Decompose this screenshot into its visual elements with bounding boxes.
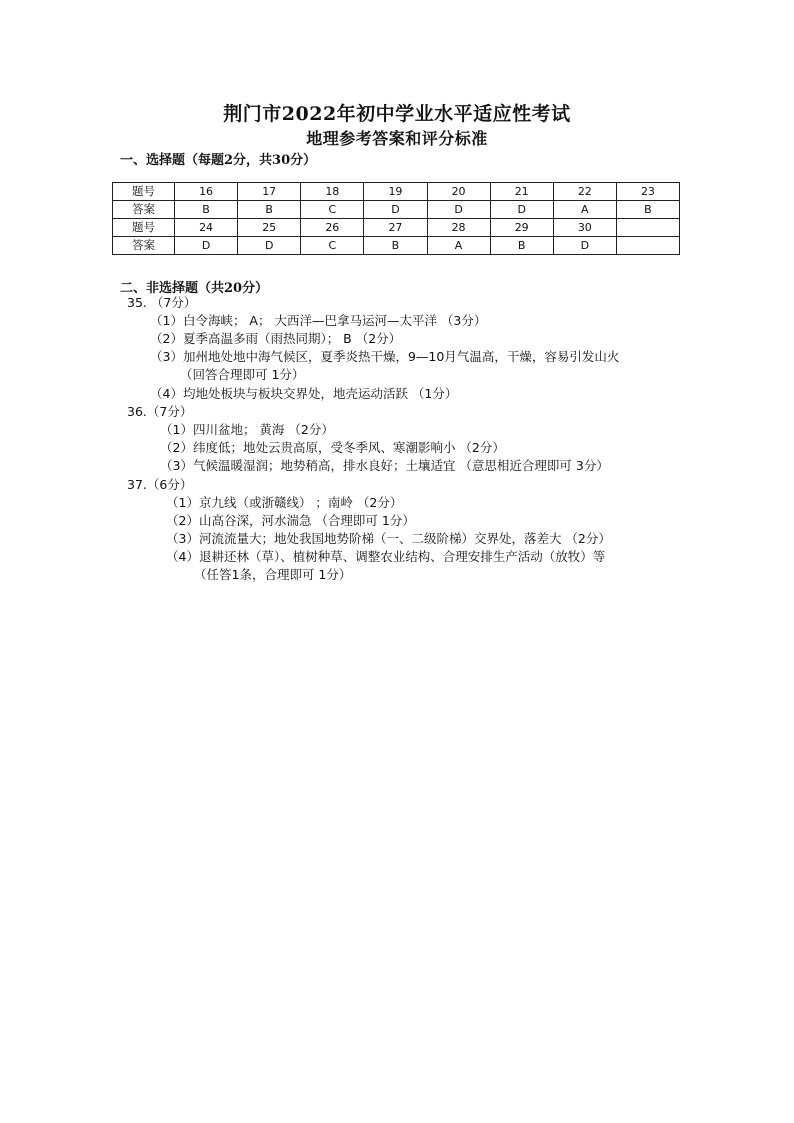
answer-cell: B: [616, 201, 679, 219]
table-row: [113, 201, 680, 219]
answer-cell: D: [238, 237, 301, 255]
answer-cell: C: [301, 237, 364, 255]
row-label: 答案: [113, 237, 175, 255]
answer-cell: [616, 237, 679, 255]
row-label: 题号: [113, 183, 175, 201]
q37-answer-4: （4）退耕还林（草）、植树种草、调整农业结构、合理安排生产活动（放牧）等: [166, 549, 606, 564]
answer-cell: D: [175, 237, 238, 255]
answer-cell: A: [553, 201, 616, 219]
q35-answer-3: （3）加州地处地中海气候区，夏季炎热干燥，9—10月气温高，干燥，容易引发山火: [150, 349, 620, 364]
question-number: 26: [301, 219, 364, 237]
q36-answer-3: （3）气候温暖湿润；地势稍高，排水良好；土壤适宜 （意思相近合理即可 3分）: [160, 458, 609, 473]
row-label: 答案: [113, 201, 175, 219]
q37-answer-4-note: （任答1条，合理即可 1分）: [194, 567, 352, 582]
answer-cell: B: [175, 201, 238, 219]
question-number: [616, 219, 679, 237]
q36-heading: 36.（7分）: [127, 404, 193, 419]
q35-answer-4: （4）均地处板块与板块交界处，地壳运动活跃 （1分）: [150, 386, 458, 401]
question-number: 18: [301, 183, 364, 201]
exam-subtitle: 地理参考答案和评分标准: [306, 129, 488, 148]
question-number: 21: [490, 183, 553, 201]
question-number: 25: [238, 219, 301, 237]
exam-title: 荆门市2022年初中学业水平适应性考试: [223, 103, 571, 125]
q37-heading: 37.（6分）: [127, 477, 193, 492]
question-number: 23: [616, 183, 679, 201]
section2-heading: 二、非选择题（共20分）: [120, 281, 269, 296]
question-number: 28: [427, 219, 490, 237]
answer-cell: A: [427, 237, 490, 255]
answer-table: [112, 182, 680, 255]
q36-answer-2: （2）纬度低；地处云贵高原，受冬季风、寒潮影响小 （2分）: [160, 440, 505, 455]
question-number: 30: [553, 219, 616, 237]
table-row: [113, 237, 680, 255]
q37-answer-3: （3）河流流量大；地处我国地势阶梯（一、二级阶梯）交界处，落差大 （2分）: [166, 531, 611, 546]
q37-answer-1: （1）京九线（或浙赣线） ；南岭 （2分）: [166, 495, 403, 510]
answer-cell: B: [364, 237, 427, 255]
q35-answer-1: （1）白令海峡； A； 大西洋—巴拿马运河—太平洋 （3分）: [150, 313, 487, 328]
question-number: 19: [364, 183, 427, 201]
question-number: 29: [490, 219, 553, 237]
question-number: 20: [427, 183, 490, 201]
question-number: 16: [175, 183, 238, 201]
question-number: 24: [175, 219, 238, 237]
row-label: 题号: [113, 219, 175, 237]
q36-answer-1: （1）四川盆地； 黄海 （2分）: [160, 422, 334, 437]
section1-heading: 一、选择题（每题2分，共30分）: [120, 153, 317, 168]
answer-cell: D: [364, 201, 427, 219]
answer-cell: D: [553, 237, 616, 255]
answer-cell: C: [301, 201, 364, 219]
q37-answer-2: （2）山高谷深，河水湍急 （合理即可 1分）: [166, 513, 415, 528]
question-number: 17: [238, 183, 301, 201]
answer-cell: B: [238, 201, 301, 219]
answer-cell: D: [427, 201, 490, 219]
q35-heading: 35. （7分）: [127, 295, 197, 310]
table-row: [113, 183, 680, 201]
table-row: [113, 219, 680, 237]
answer-cell: B: [490, 237, 553, 255]
q35-answer-2: （2）夏季高温多雨（雨热同期）； B （2分）: [150, 331, 402, 346]
answer-cell: D: [490, 201, 553, 219]
question-number: 22: [553, 183, 616, 201]
question-number: 27: [364, 219, 427, 237]
q35-answer-3-note: （回答合理即可 1分）: [180, 367, 305, 382]
